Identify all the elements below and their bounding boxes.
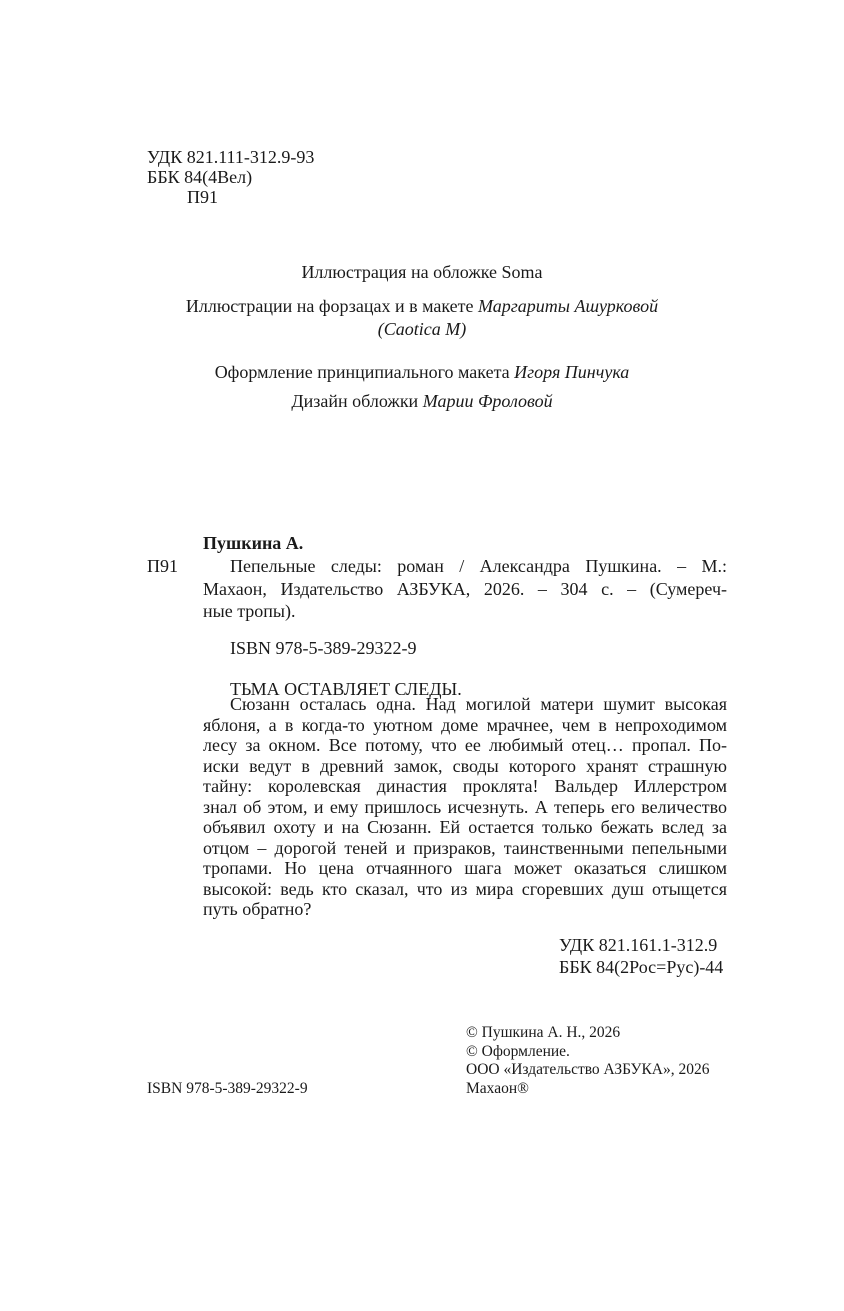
- copyright-line: Махаон®: [466, 1080, 529, 1097]
- catalog-isbn: ISBN 978-5-389-29322-9: [230, 638, 417, 658]
- catalog-author: [203, 532, 303, 554]
- credit-label: Иллюстрации на форзацах и в макете: [185, 296, 474, 316]
- copyright-line: © Пушкина А. Н., 2026: [466, 1024, 621, 1041]
- endpaper-credit: [0, 295, 844, 317]
- footer-isbn: ISBN 978-5-389-29322-9: [147, 1080, 308, 1097]
- udk-code: УДК 821.111-312.9-93: [147, 147, 315, 167]
- annotation-line: знал об этом, и ему пришлось исчезнуть. А теперь его величество: [203, 796, 727, 817]
- copyright-line: © Оформление.: [466, 1043, 570, 1060]
- catalog-udk: УДК 821.161.1-312.9: [559, 935, 718, 955]
- copyright-line: ООО «Издательство АЗБУКА», 2026: [466, 1061, 710, 1078]
- annotation-line: иски ведут в древний замок, своды которого хранят страшную: [203, 755, 727, 776]
- annotation-line: лесу за окном. Все потому, что ее любимый отец… пропал. По-: [203, 735, 727, 755]
- annotation-line: яблоня, а в когда-то уютном доме мрачнее, чем в непроходимом: [203, 714, 727, 735]
- author-sign: П91: [187, 187, 218, 207]
- annotation-line: высокой: ведь кто сказал, что из мира сгоревших душ отыщется: [203, 878, 727, 899]
- credit-label: Оформление принципиального макета: [214, 362, 510, 382]
- annotation-line: отцом – дорогой теней и призраков, таинственными пепельными: [203, 837, 727, 858]
- endpaper-alias: [0, 318, 844, 340]
- catalog-bbk: ББК 84(2Рос=Рус)-44: [559, 957, 724, 977]
- annotation-line: Сюзанн осталась одна. Над могилой матери шумит высокая: [230, 694, 727, 714]
- author-name: Пушкина А.: [203, 533, 304, 553]
- annotation-line: объявил охоту и на Сюзанн. Ей остается только бежать вслед за: [203, 817, 727, 837]
- annotation-heading: ТЬМА ОСТАВЛЯЕТ СЛЕДЫ.: [230, 679, 462, 699]
- annotation-line: путь обратно?: [203, 899, 312, 919]
- cover-design-credit: [0, 390, 844, 412]
- annotation-line: тропами. Но цена отчаянного шага может оказаться слишком: [203, 858, 727, 878]
- bbk-code: ББК 84(4Вел): [147, 167, 253, 187]
- credit-label: Дизайн обложки: [291, 391, 419, 411]
- layout-credit: [0, 361, 844, 383]
- credit-alias: (Caotica M): [377, 319, 467, 339]
- cover-illustration-credit: Иллюстрация на обложке Soma: [301, 262, 543, 282]
- credit-name: Игоря Пинчука: [514, 362, 630, 382]
- credit-name: Марии Фроловой: [422, 391, 553, 411]
- catalog-description-line: ные тропы).: [203, 601, 296, 621]
- annotation-line: тайну: королевская династия проклята! Вальдер Иллерстром: [203, 776, 727, 796]
- catalog-description-line: Пепельные следы: роман / Александра Пушкина. – М.:: [230, 556, 727, 576]
- catalog-sign: П91: [147, 556, 178, 576]
- catalog-description-line: Махаон, Издательство АЗБУКА, 2026. – 304 с. – (Сумереч-: [203, 579, 727, 599]
- credit-name: Маргариты Ашурковой: [478, 296, 659, 316]
